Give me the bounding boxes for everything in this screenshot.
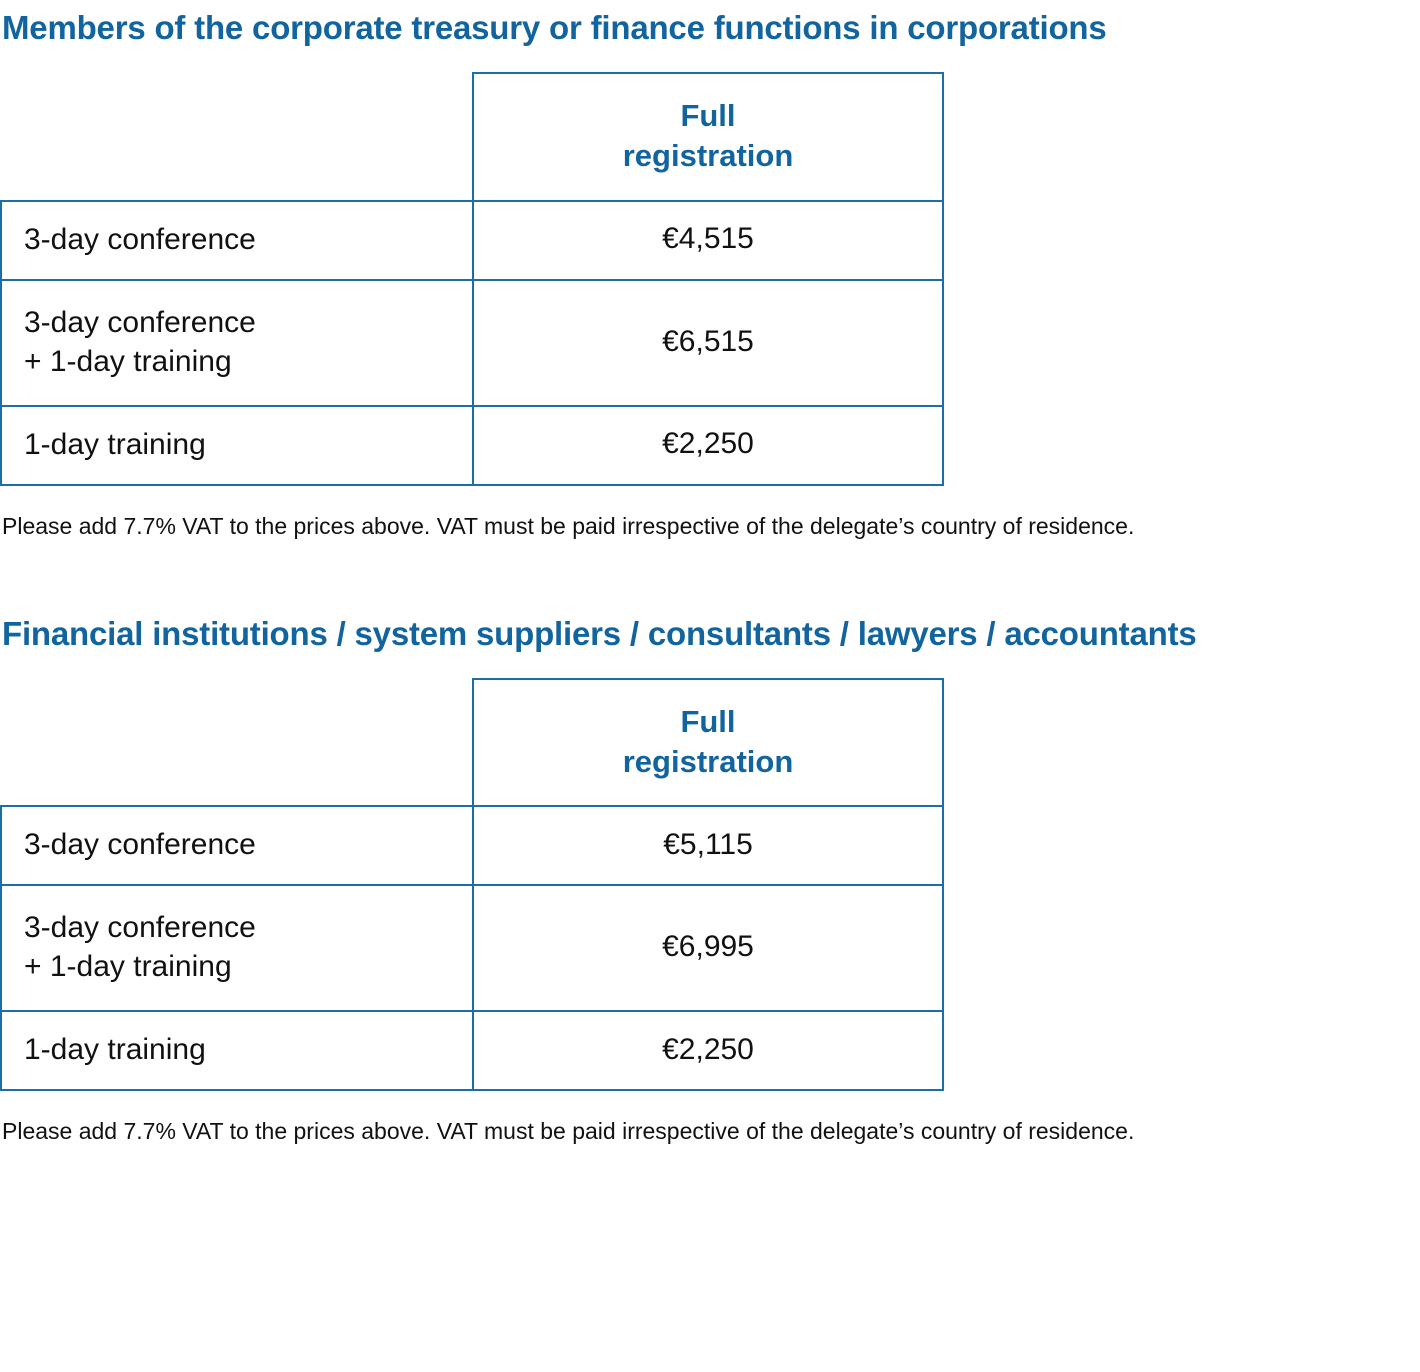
section-title-corporate-members: Members of the corporate treasury or finance functions in corporations	[2, 9, 1107, 46]
row-price-3-day-conference: €4,515	[473, 201, 943, 280]
row-price-3-day-conference: €5,115	[473, 806, 943, 885]
header-blank-cell	[1, 679, 473, 806]
row-price-1-day-training: €2,250	[473, 406, 943, 485]
row-label-1-day-training	[1, 406, 473, 485]
row-label-line1: 3-day conference	[24, 305, 256, 339]
header-full-registration-line2: registration	[622, 137, 794, 173]
header-full-registration-line1: Full	[680, 703, 736, 739]
row-label-line2: + 1-day training	[24, 950, 232, 984]
section-title-financial-institutions: Financial institutions / system suppliers / consultants / lawyers / accountants	[2, 614, 1197, 652]
header-blank-cell	[1, 73, 473, 200]
header-full-registration-line2: registration	[622, 743, 794, 779]
row-price-3-day-conference-plus-training: €6,515	[473, 280, 943, 406]
row-price-1-day-training: €2,250	[473, 1011, 943, 1090]
header-full-registration	[473, 73, 943, 200]
row-label-3-day-conference	[1, 806, 473, 885]
row-label-line1: 3-day conference	[24, 911, 256, 945]
row-price-3-day-conference-plus-training: €6,995	[473, 885, 943, 1011]
row-label-line1: 3-day conference	[24, 222, 256, 256]
table-row	[1, 201, 943, 280]
table-row	[1, 280, 943, 406]
table-row	[1, 885, 943, 1011]
vat-note-financial-institutions: Please add 7.7% VAT to the prices above. VAT must be paid irrespective of the delegate’s country of residence.	[2, 1118, 1135, 1145]
row-label-3-day-conference-plus-training	[1, 280, 473, 406]
header-full-registration-line1: Full	[680, 98, 736, 134]
row-label-3-day-conference	[1, 201, 473, 280]
table-row	[1, 806, 943, 885]
table-header-row	[1, 679, 943, 806]
row-label-line2: + 1-day training	[24, 344, 232, 378]
row-label-3-day-conference-plus-training	[1, 885, 473, 1011]
pricing-table-financial-institutions	[0, 678, 944, 1091]
row-label-1-day-training	[1, 1011, 473, 1090]
row-label-line1: 1-day training	[24, 1033, 206, 1067]
table-row	[1, 1011, 943, 1090]
vat-note-corporate-members: Please add 7.7% VAT to the prices above. VAT must be paid irrespective of the delegate’s country of residence.	[2, 512, 1135, 539]
header-full-registration	[473, 679, 943, 806]
pricing-table-corporate-members	[0, 72, 944, 485]
section-corporate-members	[0, 0, 1420, 542]
section-financial-institutions	[0, 606, 1420, 1148]
table-row	[1, 406, 943, 485]
row-label-line1: 1-day training	[24, 427, 206, 461]
table-header-row	[1, 73, 943, 200]
row-label-line1: 3-day conference	[24, 828, 256, 862]
